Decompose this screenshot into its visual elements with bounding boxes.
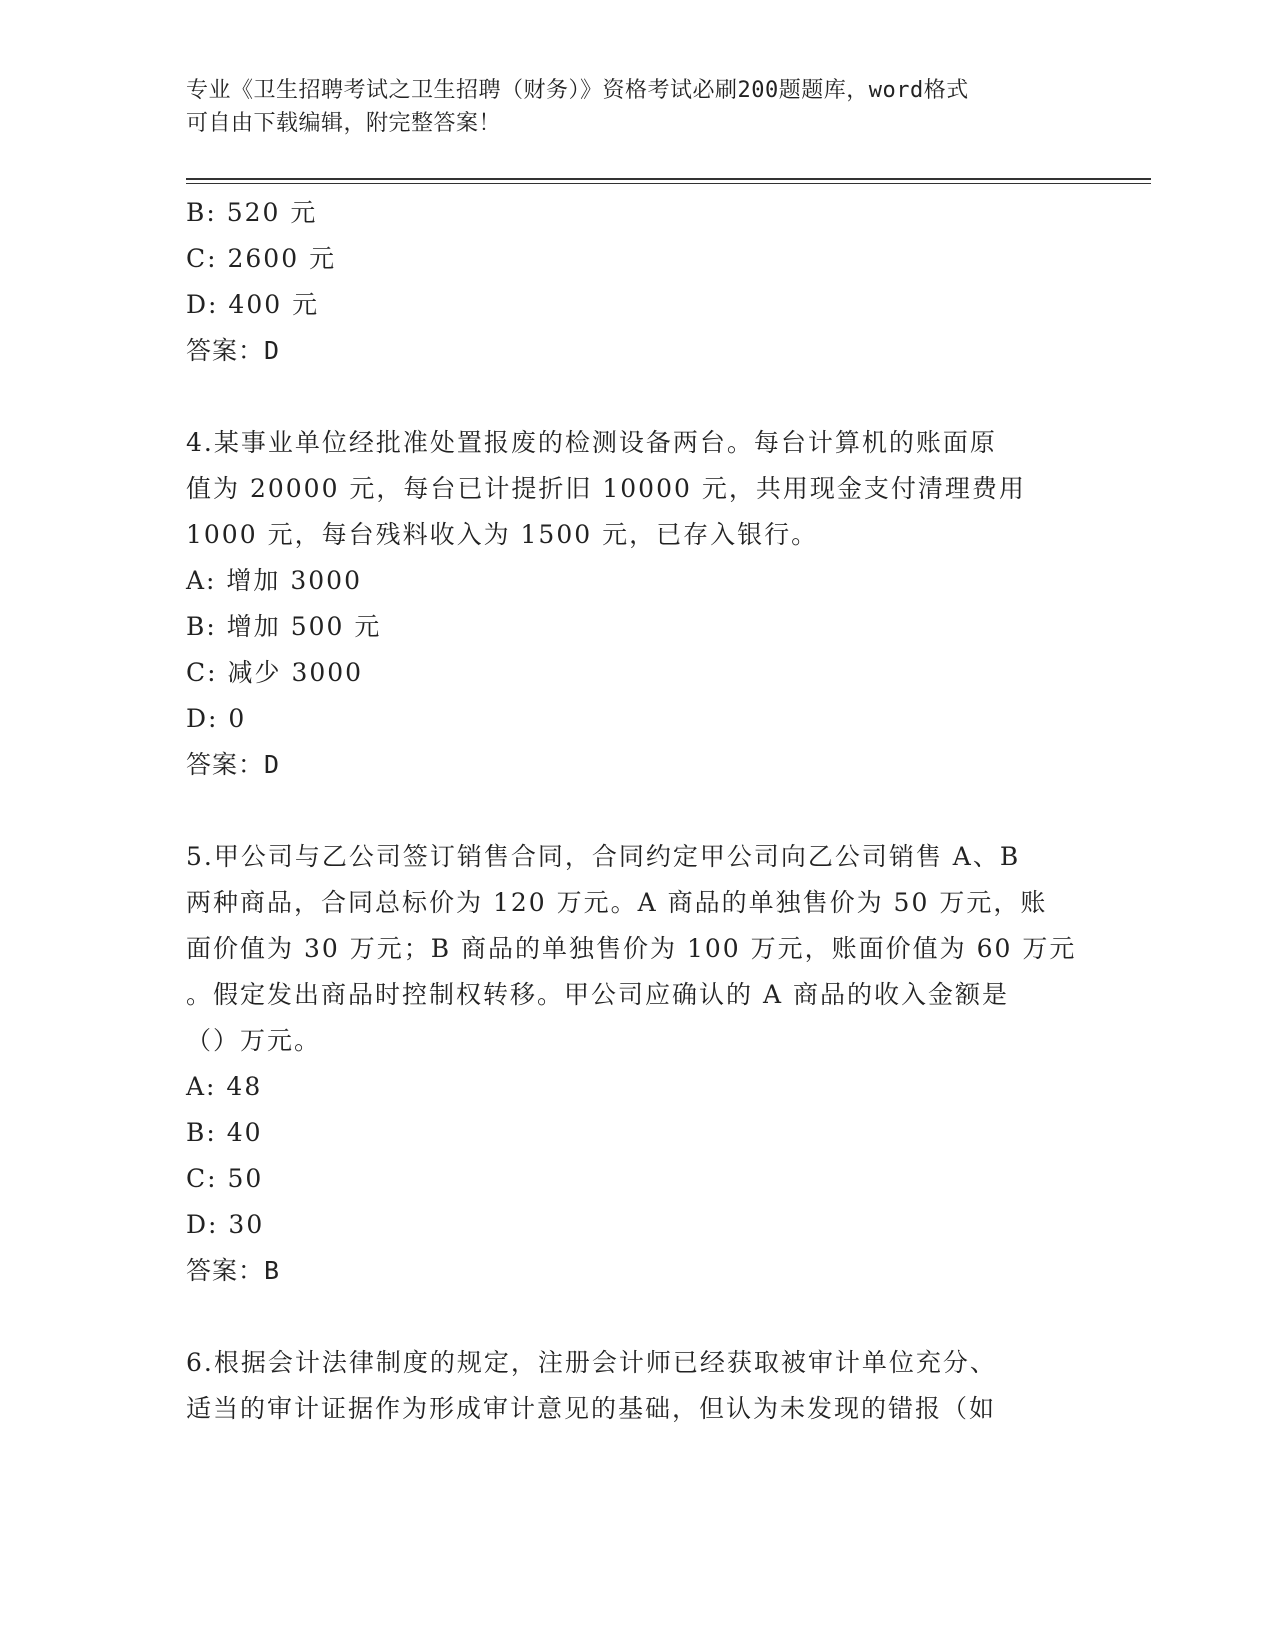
question-6	[186, 1340, 1086, 1432]
header-divider-thick	[186, 178, 1151, 180]
stem-line: 面价值为 30 万元；B 商品的单独售价为 100 万元，账面价值为 60 万元	[186, 934, 1077, 963]
stem-line: 适当的审计证据作为形成审计意见的基础，但认为未发现的错报（如	[186, 1394, 997, 1423]
option-c: C: 减少 3000	[186, 658, 364, 687]
option-b: B: 40	[186, 1118, 263, 1147]
stem-line: 值为 20000 元，每台已计提折旧 10000 元，共用现金支付清理费用	[186, 474, 1026, 503]
option-c: C: 2600 元	[186, 244, 337, 273]
option-b: B: 520 元	[186, 198, 318, 227]
stem-line: 6.根据会计法律制度的规定，注册会计师已经获取被审计单位充分、	[186, 1348, 997, 1377]
stem-line: （）万元。	[186, 1026, 322, 1055]
answer-line: 答案：D	[186, 336, 281, 365]
stem-line: 4.某事业单位经批准处置报废的检测设备两台。每台计算机的账面原	[186, 428, 997, 457]
answer-line: 答案：B	[186, 1256, 281, 1285]
document-body	[186, 190, 1086, 1432]
header-line-2: 可自由下载编辑，附完整答案！	[186, 111, 502, 136]
document-header	[186, 74, 1086, 140]
question-stem	[186, 1340, 1086, 1432]
question-4	[186, 420, 1086, 788]
option-a: A: 48	[186, 1072, 263, 1101]
option-b: B: 增加 500 元	[186, 612, 382, 641]
stem-line: 1000 元，每台残料收入为 1500 元，已存入银行。	[186, 520, 819, 549]
header-divider-thin	[186, 183, 1151, 184]
option-d: D: 400 元	[186, 290, 320, 319]
question-3	[186, 190, 1086, 374]
stem-line: 两种商品，合同总标价为 120 万元。A 商品的单独售价为 50 万元，账	[186, 888, 1048, 917]
spacer	[186, 374, 1086, 420]
option-a: A: 增加 3000	[186, 566, 362, 595]
spacer	[186, 1294, 1086, 1340]
option-d: D: 30	[186, 1210, 265, 1239]
answer-line: 答案：D	[186, 750, 281, 779]
option-d: D: 0	[186, 704, 247, 733]
question-stem	[186, 834, 1086, 1064]
spacer	[186, 788, 1086, 834]
question-5	[186, 834, 1086, 1294]
stem-line: 。假定发出商品时控制权转移。甲公司应确认的 A 商品的收入金额是	[186, 980, 1009, 1009]
stem-line: 5.甲公司与乙公司签订销售合同，合同约定甲公司向乙公司销售 A、B	[186, 842, 1021, 871]
option-c: C: 50	[186, 1164, 264, 1193]
header-line-1: 专业《卫生招聘考试之卫生招聘（财务）》资格考试必刷200题题库，word格式	[186, 78, 969, 103]
question-stem	[186, 420, 1086, 558]
